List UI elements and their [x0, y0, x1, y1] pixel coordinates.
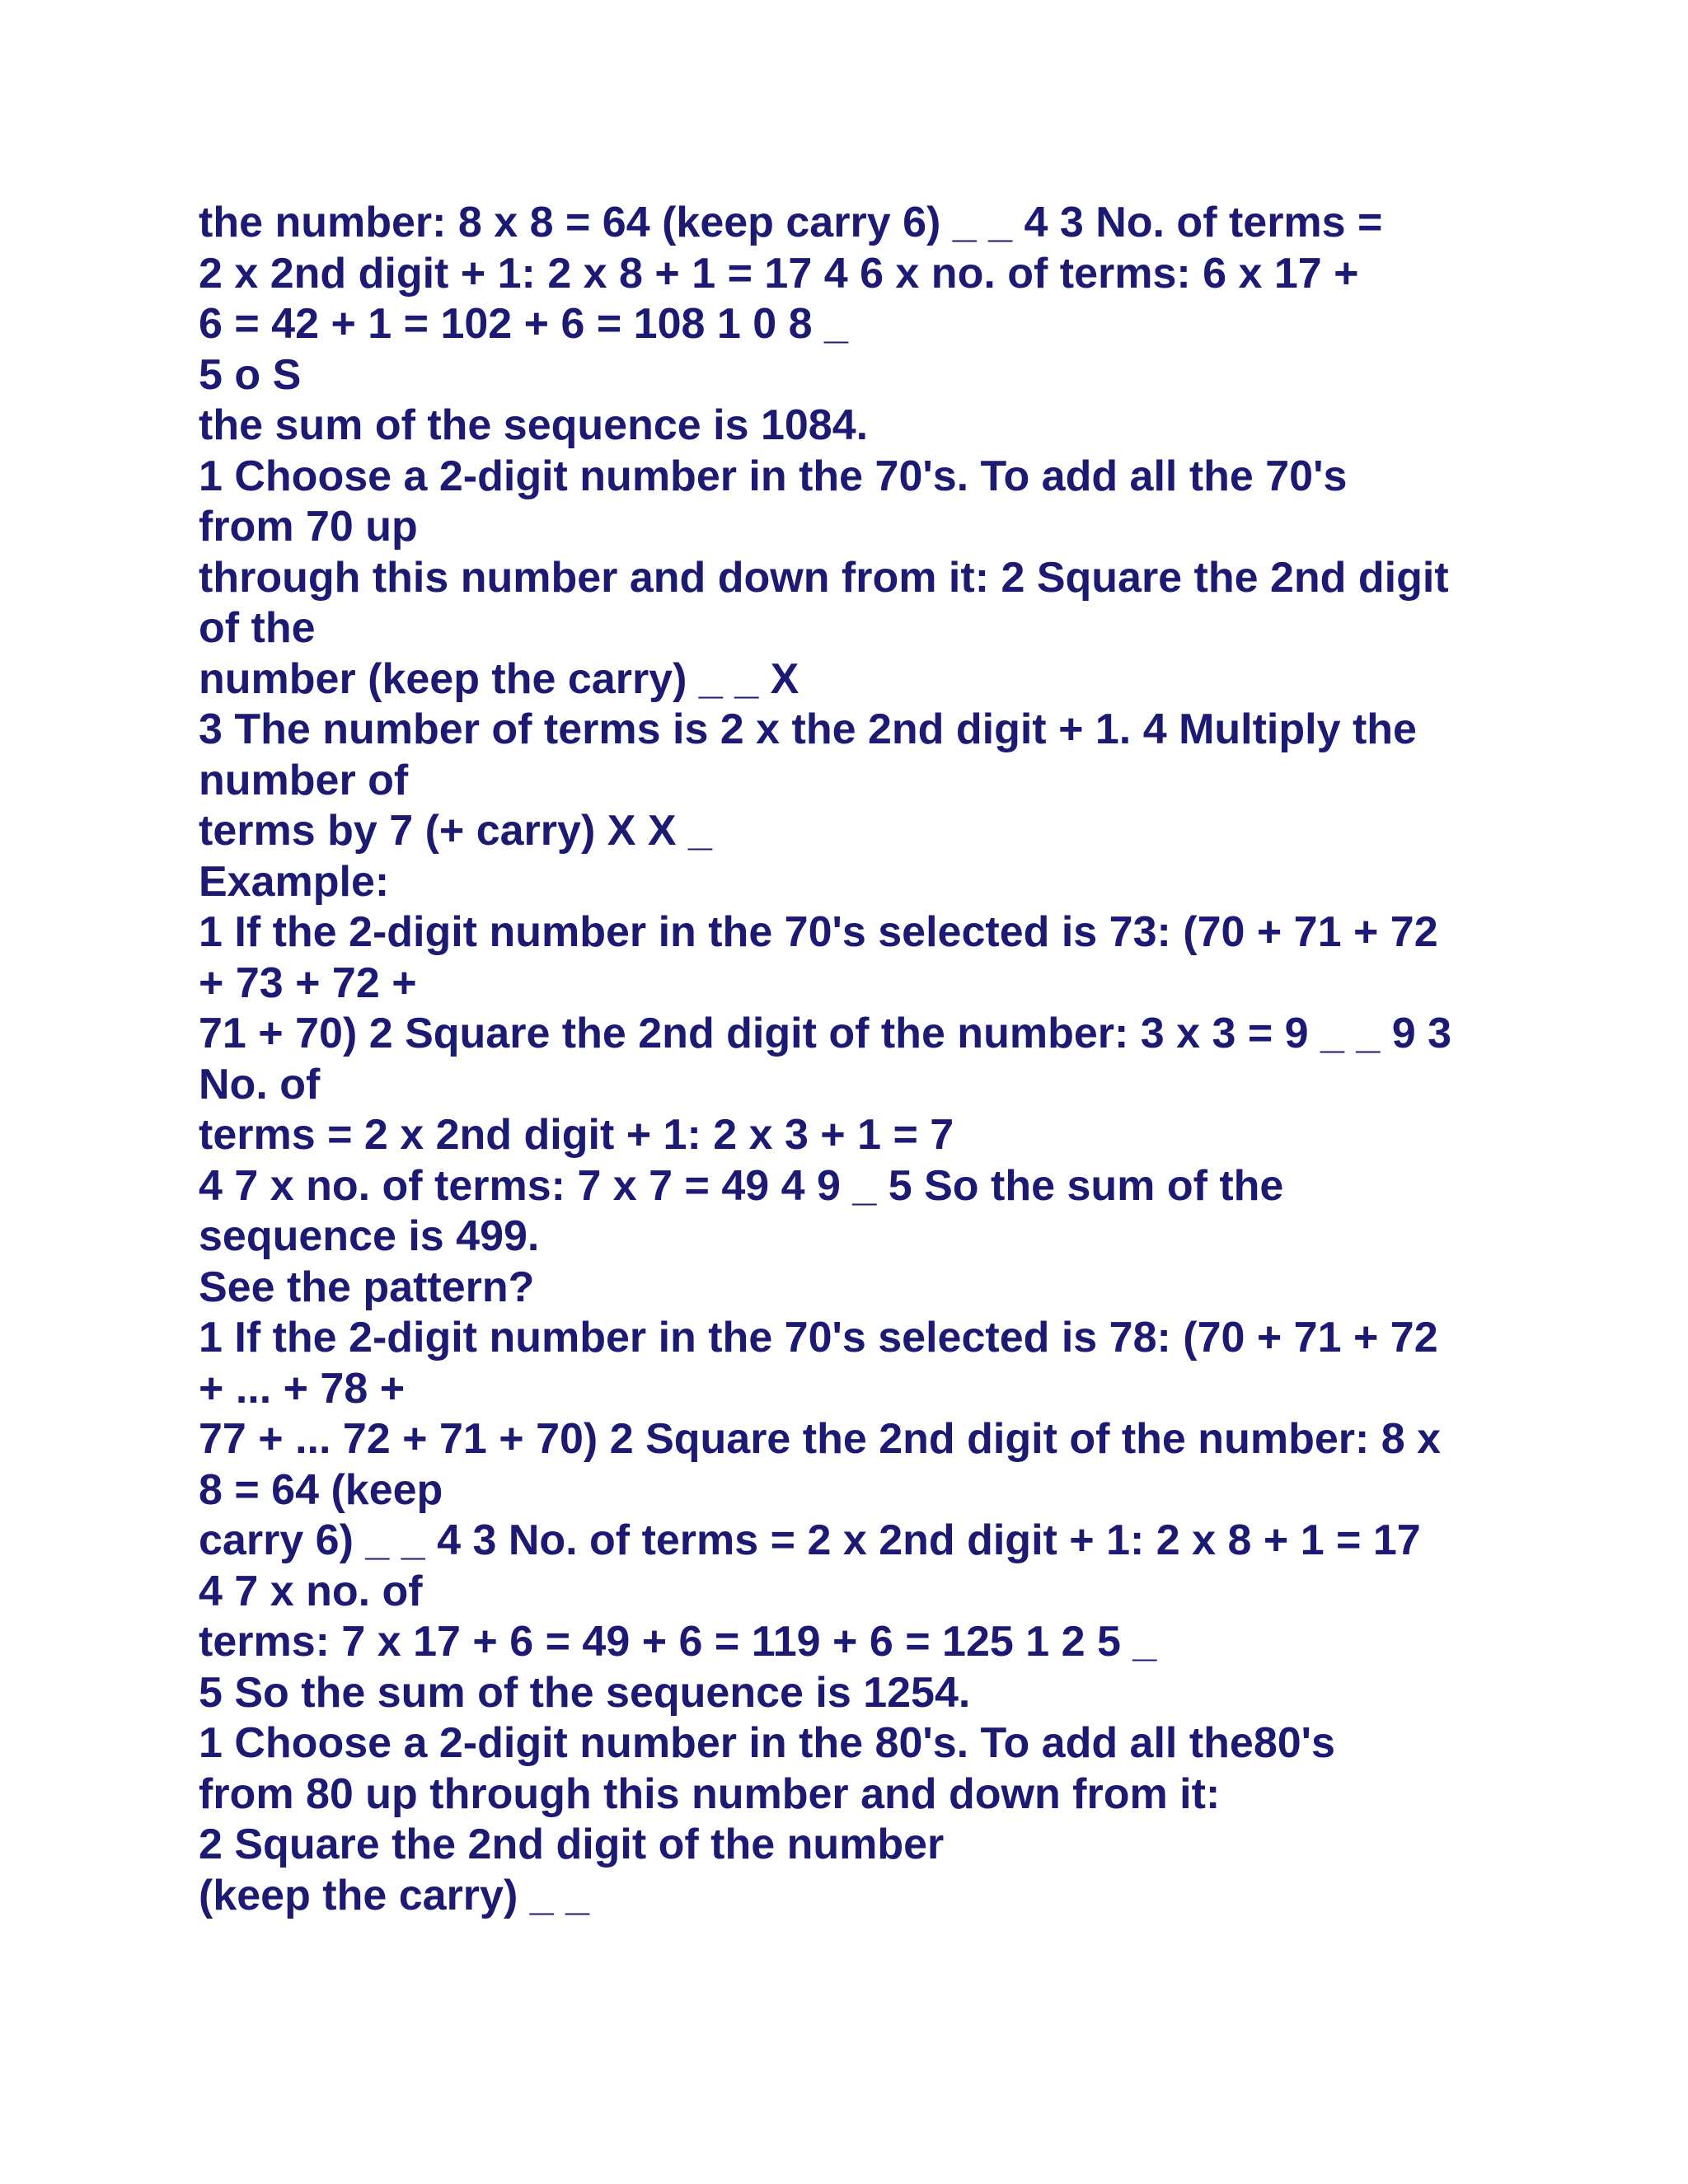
- text-line: 1 Choose a 2-digit number in the 70's. To add all the 70's: [199, 452, 1348, 500]
- text-line: 77 + ... 72 + 71 + 70) 2 Square the 2nd digit of the number: 8 x: [199, 1415, 1442, 1463]
- text-line: 2 Square the 2nd digit of the number: [199, 1821, 945, 1868]
- text-line: number (keep the carry) _ _ X: [199, 654, 799, 703]
- text-line: 1 If the 2-digit number in the 70's selected is 78: (70 + 71 + 72: [199, 1314, 1438, 1361]
- text-line: 71 + 70) 2 Square the 2nd digit of the number: 3 x 3 = 9 _ _ 9 3: [199, 1010, 1452, 1057]
- text-line: 5 o S: [199, 350, 302, 399]
- text-line: 5 So the sum of the sequence is 1254.: [199, 1668, 971, 1717]
- text-line: terms: 7 x 17 + 6 = 49 + 6 = 119 + 6 = 125 1 2 5 _: [199, 1618, 1157, 1666]
- text-line: 3 The number of terms is 2 x the 2nd digit + 1. 4 Multiply the: [199, 705, 1417, 753]
- text-line: 6 = 42 + 1 = 102 + 6 = 108 1 0 8 _: [199, 300, 848, 348]
- text-line: from 80 up through this number and down from it:: [199, 1769, 1221, 1818]
- text-line: 1 If the 2-digit number in the 70's selected is 73: (70 + 71 + 72: [199, 908, 1438, 956]
- text-line: of the: [199, 604, 316, 652]
- text-line: from 70 up: [199, 503, 418, 551]
- text-line: No. of: [199, 1060, 321, 1108]
- text-line: terms = 2 x 2nd digit + 1: 2 x 3 + 1 = 7: [199, 1111, 954, 1159]
- text-line: (keep the carry) _ _: [199, 1871, 590, 1919]
- text-line: the number: 8 x 8 = 64 (keep carry 6) _ _ 4 3 No. of terms =: [199, 199, 1383, 246]
- text-line: See the pattern?: [199, 1263, 535, 1311]
- text-line: 4 7 x no. of: [199, 1567, 423, 1615]
- text-line: 1 Choose a 2-digit number in the 80's. To add all the80's: [199, 1719, 1335, 1767]
- text-line: carry 6) _ _ 4 3 No. of terms = 2 x 2nd digit + 1: 2 x 8 + 1 = 17: [199, 1516, 1421, 1564]
- text-line: the sum of the sequence is 1084.: [199, 401, 869, 449]
- text-line: number of: [199, 756, 409, 804]
- text-line: terms by 7 (+ carry) X X _: [199, 807, 712, 855]
- text-line: + ... + 78 +: [199, 1364, 406, 1413]
- text-line: Example:: [199, 857, 390, 906]
- text-line: 2 x 2nd digit + 1: 2 x 8 + 1 = 17 4 6 x no. of terms: 6 x 17 +: [199, 249, 1359, 298]
- text-line: sequence is 499.: [199, 1212, 540, 1260]
- text-line: 8 = 64 (keep: [199, 1465, 443, 1514]
- document-body-text: [199, 198, 1517, 1921]
- text-line: 4 7 x no. of terms: 7 x 7 = 49 4 9 _ 5 So the sum of the: [199, 1161, 1284, 1210]
- text-line: through this number and down from it: 2 Square the 2nd digit: [199, 553, 1449, 602]
- text-line: + 73 + 72 +: [199, 958, 417, 1007]
